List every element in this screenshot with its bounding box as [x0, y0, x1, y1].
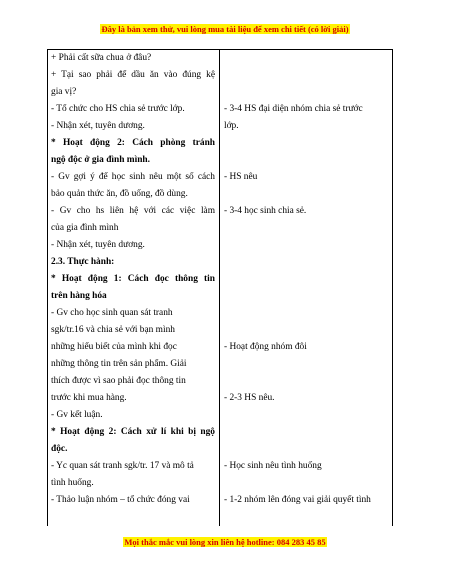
student-activity-line [224, 186, 390, 203]
student-activity-line [224, 220, 390, 237]
student-activity-line: - Hoạt động nhóm đôi [224, 342, 307, 352]
student-activity-line: - Học sinh nêu tình huống [224, 461, 322, 471]
student-activity-line [224, 254, 390, 271]
teacher-activity-line: thích được vì sao phải đọc thông tin [51, 376, 186, 386]
student-activity-line [224, 424, 390, 441]
student-activity-line: - 2-3 HS nêu. [224, 393, 275, 403]
student-activity-line [224, 135, 390, 152]
teacher-activity-line: - Gv cho học sinh quan sát tranh [51, 308, 173, 318]
student-activity-line [224, 356, 390, 373]
student-activity-line [224, 288, 390, 305]
student-activity-line [224, 322, 390, 339]
teacher-activity-line: những hiểu biết của mình khi đọc [51, 342, 177, 352]
preview-banner: Đây là bản xem thử, vui lòng mua tài liệu để xem chi tiết (có lời giải) [101, 24, 349, 34]
teacher-activity-line: - Tổ chức cho HS chia sẻ trước lớp. [51, 104, 185, 114]
teacher-activity-line: bảo quản thức ăn, đồ uống, đồ dùng. [51, 189, 188, 199]
teacher-activity-line: + Phải cất sữa chua ở đâu? [51, 53, 152, 63]
teacher-activity-line: - Gv gợi ý để học sinh nêu một số cách [51, 172, 215, 182]
student-activity-line [224, 475, 390, 492]
student-activity-line [224, 67, 390, 84]
teacher-activity-line: gia vị? [51, 87, 77, 97]
student-activity-line [224, 373, 390, 390]
student-activity-line [224, 407, 390, 424]
student-activity-line: - HS nêu [224, 172, 258, 182]
teacher-activity-line: - Nhận xét, tuyên dương. [51, 240, 145, 250]
student-activity-line [224, 152, 390, 169]
teacher-activity-line: tình huống. [51, 478, 94, 488]
student-activity-line [224, 50, 390, 67]
teacher-activity-line: * Hoạt động 1: Cách đọc thông tin [51, 274, 215, 284]
teacher-activities-column [51, 50, 215, 509]
teacher-activity-line: sgk/tr.16 và chia sẻ với bạn mình [51, 325, 175, 335]
student-activity-line: - 3-4 học sinh chia sẻ. [224, 206, 307, 216]
student-activities-column [224, 50, 390, 509]
teacher-activity-line: - Yc quan sát tranh sgk/tr. 17 và mô tả [51, 461, 194, 471]
teacher-activity-line: những thông tin trên sản phẩm. Giải [51, 359, 187, 369]
student-activity-line: lớp. [224, 121, 239, 131]
teacher-activity-line: ngộ độc ở gia đình mình. [51, 155, 150, 165]
column-divider [219, 50, 220, 526]
teacher-activity-line: - Gv cho hs liên hệ với các việc làm [51, 206, 215, 216]
teacher-activity-line: trên hàng hóa [51, 291, 107, 301]
teacher-activity-line: trước khi mua hàng. [51, 393, 127, 403]
student-activity-line [224, 441, 390, 458]
teacher-activity-line: - Gv kết luận. [51, 410, 103, 420]
lesson-table [47, 49, 393, 526]
student-activity-line [224, 84, 390, 101]
student-activity-line: - 1-2 nhóm lên đóng vai giải quyết tình [224, 495, 371, 505]
student-activity-line [224, 237, 390, 254]
hotline-banner: Mọi thắc mắc vui lòng xin liên hệ hotline: 084 283 45 85 [124, 537, 326, 547]
student-activity-line [224, 305, 390, 322]
teacher-activity-line: * Hoạt động 2: Cách xử lí khi bị ngộ [51, 427, 215, 437]
student-activity-line [224, 271, 390, 288]
teacher-activity-line: + Tại sao phải để dầu ăn vào đúng kệ [51, 70, 215, 80]
teacher-activity-line: độc. [51, 444, 68, 454]
teacher-activity-line: - Nhận xét, tuyên dương. [51, 121, 145, 131]
student-activity-line: - 3-4 HS đại diện nhóm chia sẻ trước [224, 104, 363, 114]
teacher-activity-line: * Hoạt động 2: Cách phòng tránh [51, 138, 215, 148]
teacher-activity-line: của gia đình mình [51, 223, 119, 233]
teacher-activity-line: - Thảo luận nhóm – tổ chức đóng vai [51, 495, 190, 505]
teacher-activity-line: 2.3. Thực hành: [51, 257, 115, 267]
